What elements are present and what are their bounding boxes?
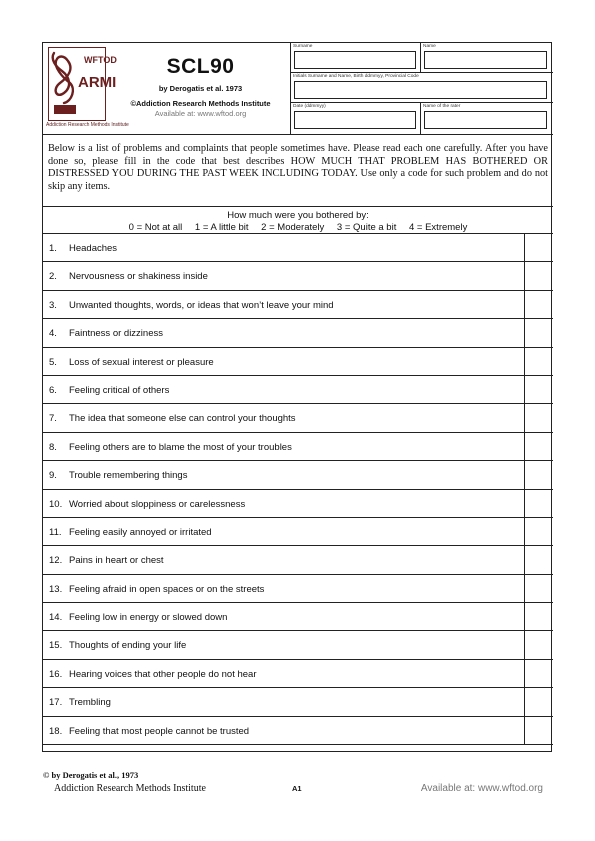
answer-box[interactable] [524,461,553,488]
item-row [43,717,553,745]
name-label: Name [423,44,436,49]
item-text: Feeling critical of others [69,384,170,396]
item-row [43,262,553,290]
item-row [43,461,553,489]
blank-row [43,745,553,765]
armi-logo-icon [48,47,117,121]
answer-box[interactable] [524,603,553,630]
footer-institute: Addiction Research Methods Institute [54,783,206,794]
item-row [43,490,553,518]
answer-box[interactable] [524,433,553,460]
answer-box[interactable] [524,234,553,261]
item-row [43,234,553,262]
surname-label: Surname [293,44,313,49]
patient-fields [291,43,553,135]
answer-box[interactable] [524,490,553,517]
item-row [43,404,553,432]
response-scale [43,207,553,234]
answer-box[interactable] [524,319,553,346]
item-text: Trouble remembering things [69,470,188,482]
item-text: Worried about sloppiness or carelessness [69,498,246,510]
rater-label: Name of the rater [423,104,461,109]
item-text: Feeling afraid in open spaces or on the streets [69,583,265,595]
item-row [43,603,553,631]
item-text: Feeling others are to blame the most of your troubles [69,441,292,453]
form-institute: ©Addiction Research Methods Institute [130,99,271,108]
logo-caption: Addiction Research Methods Institute [46,122,129,128]
answer-box[interactable] [524,660,553,687]
item-text: Feeling easily annoyed or irritated [69,526,212,538]
scale-option: 0 = Not at all [128,222,183,233]
item-row [43,631,553,659]
item-text: Feeling low in energy or slowed down [69,612,228,624]
item-row [43,575,553,603]
initials-field[interactable] [294,81,547,99]
item-text: Hearing voices that other people do not hear [69,668,257,680]
item-text: Unwanted thoughts, words, or ideas that won’t leave your mind [69,299,334,311]
item-number: 12. [49,555,63,567]
rater-cell [421,103,553,135]
item-list [43,234,553,765]
title-block [113,55,288,118]
form-title: SCL90 [166,55,235,78]
item-number: 11. [49,526,62,538]
answer-box[interactable] [524,717,553,744]
surname-field[interactable] [294,51,416,69]
item-row [43,546,553,574]
answer-box[interactable] [524,404,553,431]
name-field[interactable] [424,51,547,69]
scale-question: How much were you bothered by: [227,210,369,221]
item-number: 17. [49,697,63,709]
rater-field[interactable] [424,111,547,129]
logo-header [43,43,291,135]
answer-box[interactable] [524,518,553,545]
item-row [43,291,553,319]
answer-box[interactable] [524,631,553,658]
logo-main-text: ARMI [78,74,117,91]
item-text: Feeling that most people cannot be trusted [69,725,250,737]
item-text: Headaches [69,243,118,254]
item-number: 3. [49,299,57,311]
date-label: Date (ddmmyy) [293,104,326,109]
item-number: 8. [49,441,57,453]
answer-box[interactable] [524,376,553,403]
form-page [42,42,552,752]
item-number: 6. [49,384,57,396]
item-row [43,660,553,688]
instructions-text: Below is a list of problems and complaints that people sometimes have. Please read each one carefully. After you have done so, please fill in the code that best describes HOW MUCH THAT PROBLEM HAS BOTHERED OR DISTRESSED YOU DURING THE PAST WEEK INCLUDING TODAY. Use only a code for such problem and do not skip any items. [43,135,553,207]
logo-top-text: WFTOD [84,55,117,65]
item-text: Loss of sexual interest or pleasure [69,356,214,368]
scale-option: 1 = A little bit [194,222,249,233]
item-text: Pains in heart or chest [69,555,164,567]
item-text: Trembling [69,697,111,709]
item-number: 7. [49,413,57,425]
item-text: Thoughts of ending your life [69,640,187,652]
item-row [43,319,553,347]
item-number: 1. [49,243,57,254]
item-number: 5. [49,356,57,368]
item-row [43,433,553,461]
scale-option: 4 = Extremely [408,222,468,233]
item-number: 2. [49,271,57,283]
item-number: 13. [49,583,63,595]
item-row [43,688,553,716]
answer-box[interactable] [524,262,553,289]
item-number: 15. [49,640,63,652]
date-field[interactable] [294,111,416,129]
item-row [43,376,553,404]
item-row [43,348,553,376]
surname-cell [291,43,421,73]
footer-page-code: A1 [292,784,302,793]
item-number: 10. [49,498,63,510]
item-number: 9. [49,470,57,482]
item-number: 4. [49,328,57,340]
initials-label: Initials Surname and Name, Birth ddmmyy, Provincial Code [293,74,419,79]
name-cell [421,43,553,73]
item-number: 16. [49,668,63,680]
answer-box[interactable] [524,575,553,602]
item-text: Faintness or dizziness [69,328,163,340]
item-number: 18. [49,725,63,737]
answer-box[interactable] [524,291,553,318]
answer-box[interactable] [524,688,553,715]
footer-available: Available at: www.wftod.org [420,783,543,794]
scale-option: 3 = Quite a bit [336,222,397,233]
item-text: Nervousness or shakiness inside [69,271,208,283]
form-available: Available at: www.wftod.org [154,109,247,118]
item-text: The idea that someone else can control your thoughts [69,413,296,425]
date-cell [291,103,421,135]
answer-box[interactable] [524,546,553,573]
footer-copyright: © by Derogatis et al., 1973 [43,770,139,780]
item-row [43,518,553,546]
answer-box[interactable] [524,348,553,375]
form-byline: by Derogatis et al. 1973 [158,84,243,93]
item-number: 14. [49,612,63,624]
scale-options [43,222,553,233]
scale-option: 2 = Moderately [261,222,325,233]
initials-cell [291,73,553,103]
